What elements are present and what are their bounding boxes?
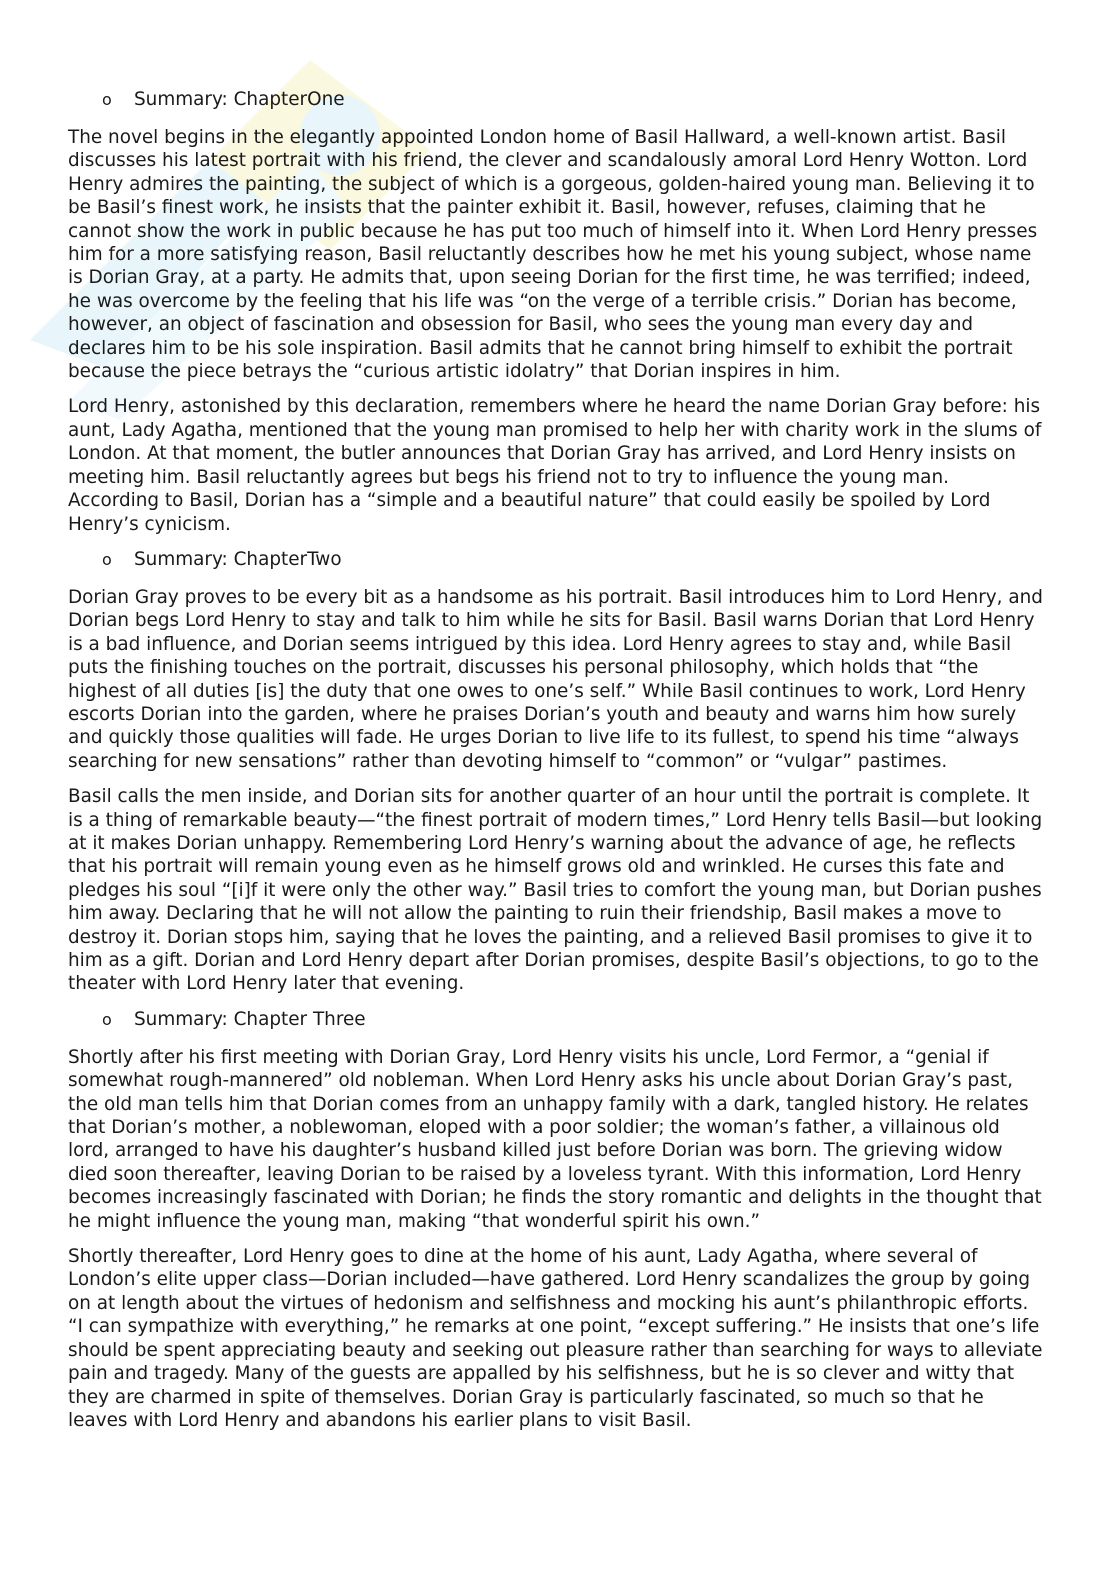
bullet-marker: o	[102, 1009, 112, 1029]
heading-text: Summary: ChapterOne	[134, 89, 345, 110]
paragraph: Shortly after his first meeting with Dorian Gray, Lord Henry visits his uncle, Lord Fermor, a “genial if somewhat rough-mannered” old nobleman. When Lord Henry asks his uncle about Dorian Gray’s past, the old man tells him that Dorian comes from an unhappy family with a dark, tangled history. He relates that Dorian’s mother, a noblewoman, eloped with a poor soldier; the woman’s father, a villainous old lord, arranged to have his daughter’s husband killed just before Dorian was born. The grieving widow died soon thereafter, leaving Dorian to be raised by a loveless tyrant. With this information, Lord Henry becomes increasingly fascinated with Dorian; he finds the story romantic and delights in the thought that he might influence the young man, making “that wonderful spirit his own.”	[68, 1046, 1042, 1232]
paragraph: Basil calls the men inside, and Dorian sits for another quarter of an hour until the portrait is complete. It is a thing of remarkable beauty—“the finest portrait of modern times,” Lord Henry tells Basil—but looking at it makes Dorian unhappy. Remembering Lord Henry’s warning about the advance of age, he reflects that his portrait will remain young even as he himself grows old and wrinkled. He curses this fate and pledges his soul “[i]f it were only the other way.” Basil tries to comfort the young man, but Dorian pushes him away. Declaring that he will not allow the painting to ruin their friendship, Basil makes a move to destroy it. Dorian stops him, saying that he loves the painting, and a relieved Basil promises to give it to him as a gift. Dorian and Lord Henry depart after Dorian promises, despite Basil’s objections, to go to the theater with Lord Henry later that evening.	[68, 786, 1043, 995]
bullet-marker: o	[102, 90, 112, 109]
paragraph: The novel begins in the elegantly appointed London home of Basil Hallward, a well-known artist. Basil discusses his latest portrait with his friend, the clever and scandalously amoral Lord Henry Wotton. Lord Henry admires the painting, the subject of which is a gorgeous, golden-haired young man. Believing it to be Basil’s finest work, he insists that the painter exhibit it. Basil, however, refuses, claiming that he cannot show the work in public because he has put too much of himself into it. When Lord Henry presses him for a more satisfying reason, Basil reluctantly describes how he met his young subject, whose name is Dorian Gray, at a party. He admits that, upon seeing Dorian for the first time, he was terrified; indeed, he was overcome by the feeling that his life was “on the verge of a terrible crisis.” Dorian has become, however, an object of fascination and obsession for Basil, who sees the young man every day and declares him to be his sole inspiration. Basil admits that he cannot bring himself to exhibit the portrait because the piece betrays the “curious artistic idolatry” that Dorian inspires in him.	[68, 127, 1038, 383]
paragraph: Dorian Gray proves to be every bit as a handsome as his portrait. Basil introduces him to Lord Henry, and Dorian begs Lord Henry to stay and talk to him while he sits for Basil. Basil warns Dorian that Lord Henry is a bad influence, and Dorian seems intrigued by this idea. Lord Henry agrees to stay and, while Basil puts the finishing touches on the portrait, discusses his personal philosophy, which holds that “the highest of all duties [is] the duty that one owes to one’s self.” While Basil continues to work, Lord Henry escorts Dorian into the garden, where he praises Dorian’s youth and beauty and warns him how surely and quickly those qualities will fade. He urges Dorian to live life to its fullest, to spend his time “always searching for new sensations” rather than devoting himself to “common” or “vulgar” pastimes.	[68, 586, 1043, 772]
bullet-marker: o	[102, 549, 112, 569]
paragraph: Shortly thereafter, Lord Henry goes to dine at the home of his aunt, Lady Agatha, where several of London’s elite upper class—Dorian included—have gathered. Lord Henry scandalizes the group by going on at length about the virtues of hedonism and selfishness and mocking his aunt’s philanthropic efforts. “I can sympathize with everything,” he remarks at one point, “except suffering.” He insists that one’s life should be spent appreciating beauty and seeking out pleasure rather than searching for ways to alleviate pain and tragedy. Many of the guests are appalled by his selfishness, but he is so clever and witty that they are charmed in spite of themselves. Dorian Gray is particularly fascinated, so much so that he leaves with Lord Henry and abandons his earlier plans to visit Basil.	[68, 1246, 1043, 1431]
document-page	[68, 88, 1044, 1444]
paragraph: Lord Henry, astonished by this declaration, remembers where he heard the name Dorian Gray before: his aunt, Lady Agatha, mentioned that the young man promised to help her with charity work in the slums of London. At that moment, the butler announces that Dorian Gray has arrived, and Lord Henry insists on meeting him. Basil reluctantly agrees but begs his friend not to try to influence the young man. According to Basil, Dorian has a “simple and a beautiful nature” that could easily be spoiled by Lord Henry’s cynicism.	[68, 396, 1042, 535]
section-heading-chapter-two	[68, 548, 1044, 572]
section-heading-chapter-three	[68, 1008, 1044, 1032]
heading-text: Summary: Chapter Three	[134, 1008, 366, 1030]
section-heading-chapter-one	[68, 88, 1044, 112]
heading-text: Summary: ChapterTwo	[134, 548, 342, 570]
